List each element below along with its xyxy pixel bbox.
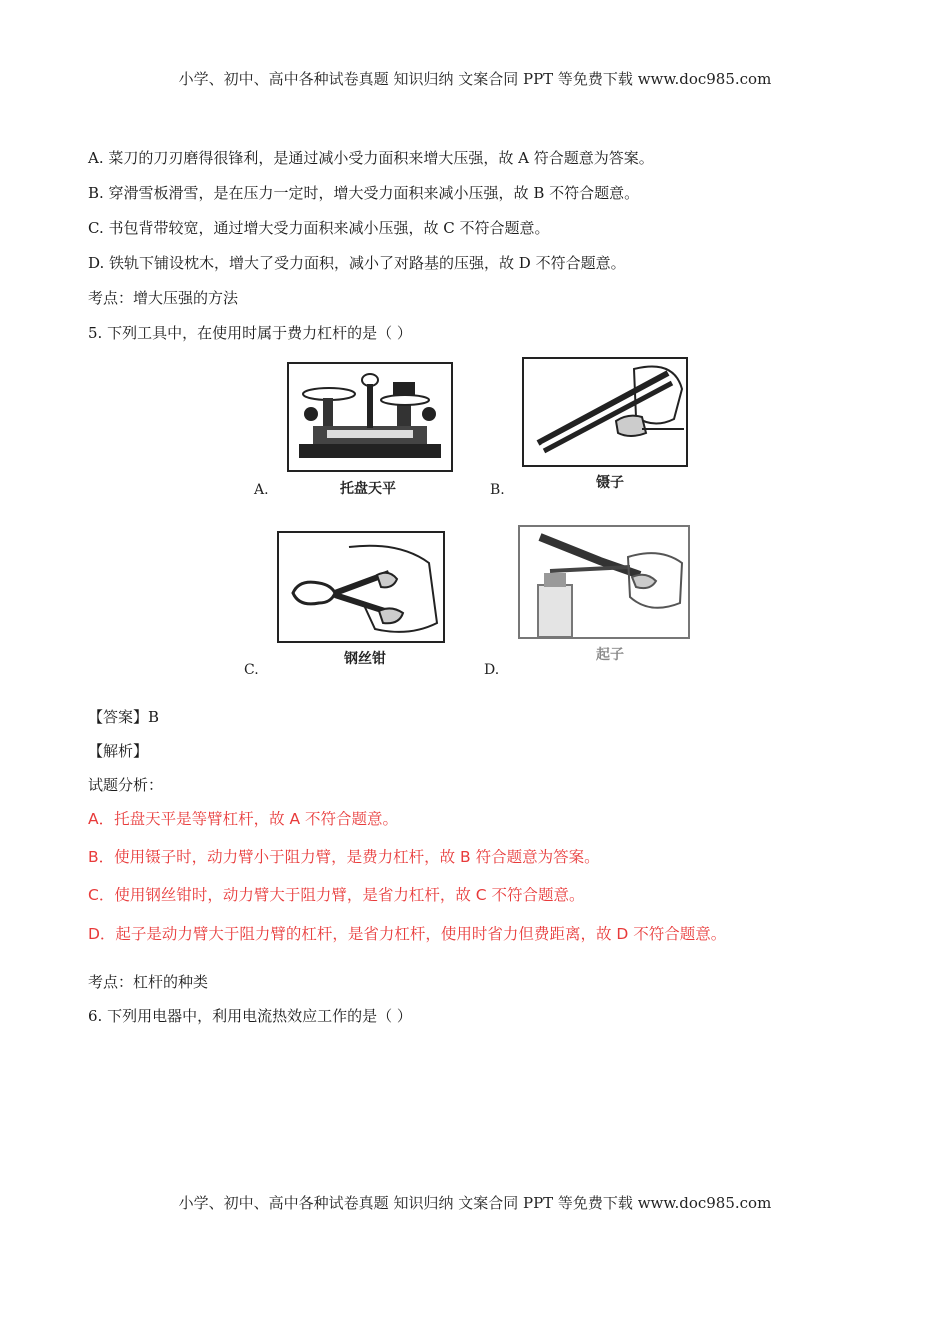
analysis-c: C．使用钢丝钳时，动力臂大于阻力臂，是省力杠杆，故 C 不符合题意。 (88, 886, 585, 904)
q4-option-b: B. 穿滑雪板滑雪，是在压力一定时，增大受力面积来减小压强，故 B 不符合题意。 (88, 184, 640, 202)
page-header: 小学、初中、高中各种试卷真题 知识归纳 文案合同 PPT 等免费下载 www.doc985.com (178, 70, 772, 88)
figure-b (522, 357, 688, 467)
bottle-opener-icon (520, 527, 688, 637)
analysis-b: B．使用镊子时，动力臂小于阻力臂，是费力杠杆，故 B 符合题意为答案。 (88, 848, 600, 866)
page-footer: 小学、初中、高中各种试卷真题 知识归纳 文案合同 PPT 等免费下载 www.doc985.com (178, 1194, 772, 1212)
pliers-icon (279, 533, 443, 641)
figure-d-caption: 起子 (596, 647, 624, 663)
figure-a-letter: A. (254, 482, 269, 498)
q6-question: 6. 下列用电器中，利用电流热效应工作的是（ ） (88, 1007, 412, 1025)
figure-b-letter: B. (490, 482, 505, 498)
q5-question: 5. 下列工具中，在使用时属于费力杠杆的是（ ） (88, 324, 412, 342)
answer-label: 【答案】B (88, 708, 160, 726)
q4-kaodian: 考点：增大压强的方法 (88, 289, 239, 307)
figure-a-caption: 托盘天平 (340, 481, 396, 497)
analysis-d: D．起子是动力臂大于阻力臂的杠杆，是省力杠杆，使用时省力但费距离，故 D 不符合题意。 (88, 925, 727, 943)
figure-c (277, 531, 445, 643)
balance-scale-icon (289, 364, 451, 470)
figure-c-letter: C. (244, 662, 259, 678)
q5-kaodian: 考点：杠杆的种类 (88, 973, 209, 991)
analysis-title: 试题分析： (88, 776, 164, 794)
tweezers-icon (524, 359, 686, 465)
figure-d-letter: D. (484, 662, 500, 678)
analysis-heading: 【解析】 (88, 742, 149, 760)
analysis-a: A．托盘天平是等臂杠杆，故 A 不符合题意。 (88, 810, 399, 828)
figure-d (518, 525, 690, 639)
figure-a (287, 362, 453, 472)
q4-option-c: C. 书包背带较宽，通过增大受力面积来减小压强，故 C 不符合题意。 (88, 219, 550, 237)
q4-option-d: D. 铁轨下铺设枕木，增大了受力面积，减小了对路基的压强，故 D 不符合题意。 (88, 254, 626, 272)
figure-c-caption: 钢丝钳 (344, 651, 386, 667)
figure-b-caption: 镊子 (596, 475, 624, 491)
q4-option-a: A. 菜刀的刀刃磨得很锋利，是通过减小受力面积来增大压强，故 A 符合题意为答案。 (88, 149, 654, 167)
